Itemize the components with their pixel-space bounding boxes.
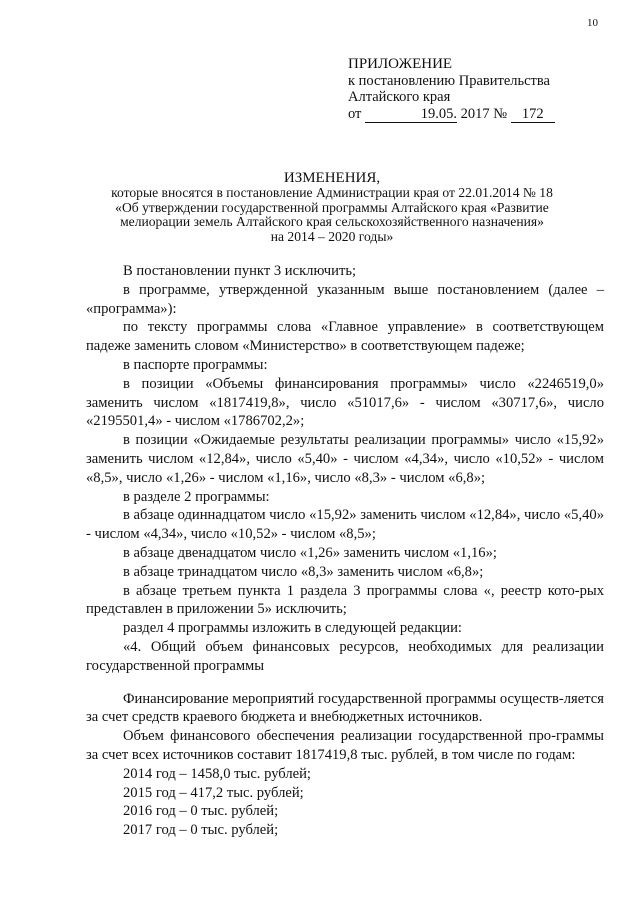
appendix-line-1: к постановлению Правительства — [348, 72, 550, 89]
paragraph-12: раздел 4 программы изложить в следующей редакции: — [123, 620, 462, 637]
appendix-number: 172 — [511, 106, 555, 124]
from-prefix: от — [348, 105, 362, 122]
appendix-date: 19.05. — [365, 106, 457, 124]
appendix-line-2: Алтайского края — [348, 89, 451, 105]
paragraph-9: в абзаце двенадцатом число «1,26» заменить числом «1,16»; — [123, 544, 497, 561]
year-line-2015: 2015 год – 417,2 тыс. рублей; — [123, 784, 304, 801]
document-header — [60, 170, 604, 244]
paragraph-8: в абзаце одиннадцатом число «15,92» заменить числом «12,84», число «5,40» - числом «4,34», число «10,52» - числом «8,5»; — [86, 507, 604, 543]
document-body — [86, 262, 604, 840]
paragraph-14: Финансирование мероприятий государственной программы осуществ-ляется за счет средств краевого бюджета и внебюджетных источников. — [86, 690, 604, 726]
paragraph-4: в паспорте программы: — [123, 356, 268, 373]
paragraph-5: в позиции «Объемы финансирования программы» число «2246519,0» заменить числом «1817419,8», число «51017,6» - числом «30717,6», число «2195501,4» - числом «1786702,2»; — [86, 375, 604, 430]
header-line-3: мелиорации земель Алтайского края сельскохозяйственного назначения» — [120, 214, 544, 229]
header-line-4: на 2014 – 2020 годы» — [270, 228, 394, 244]
year-line-2017: 2017 год – 0 тыс. рублей; — [123, 822, 279, 839]
appendix-date-line — [348, 106, 555, 124]
paragraph-3: по тексту программы слова «Главное управление» в соответствующем падеже заменить словом «Министерство» в соответствующем падеже; — [86, 319, 604, 355]
appendix-year: 2017 — [460, 105, 490, 122]
paragraph-7: в разделе 2 программы: — [123, 488, 270, 505]
paragraph-6: в позиции «Ожидаемые результаты реализации программы» число «15,92» заменить числом «12,84», число «5,40» - числом «4,34», число «10,52» - числом «8,5», число «1,26» - числом «1,16», число «8,3» - числом «6,8»; — [86, 432, 604, 486]
paragraph-11: в абзаце третьем пункта 1 раздела 3 программы слова «, реестр кото-рых представлен в приложении 5» исключить; — [86, 582, 604, 618]
number-sign: № — [493, 105, 508, 122]
paragraph-1: В постановлении пункт 3 исключить; — [123, 263, 357, 279]
paragraph-2: в программе, утвержденной указанным выше постановлением (далее – «программа»): — [86, 281, 604, 317]
appendix-title: ПРИЛОЖЕНИЕ — [348, 56, 453, 72]
appendix-block — [348, 56, 555, 123]
paragraph-10: в абзаце тринадцатом число «8,3» заменить числом «6,8»; — [123, 563, 484, 580]
year-line-2014: 2014 год – 1458,0 тыс. рублей; — [123, 765, 311, 782]
header-line-1: которые вносятся в постановление Администрации края от 22.01.2014 № 18 — [111, 185, 553, 200]
section-4-heading: «4. Общий объем финансовых ресурсов, необходимых для реализации государственной программы — [86, 638, 604, 674]
header-line-2: «Об утверждении государственной программы Алтайского края «Развитие — [115, 199, 549, 215]
paragraph-15: Объем финансового обеспечения реализации государственной про-граммы за счет всех источников составит 1817419,8 тыс. рублей, в том числе по годам: — [86, 728, 604, 763]
year-line-2016: 2016 год – 0 тыс. рублей; — [123, 803, 279, 820]
page-number: 10 — [587, 17, 598, 29]
header-title: ИЗМЕНЕНИЯ, — [283, 170, 381, 186]
